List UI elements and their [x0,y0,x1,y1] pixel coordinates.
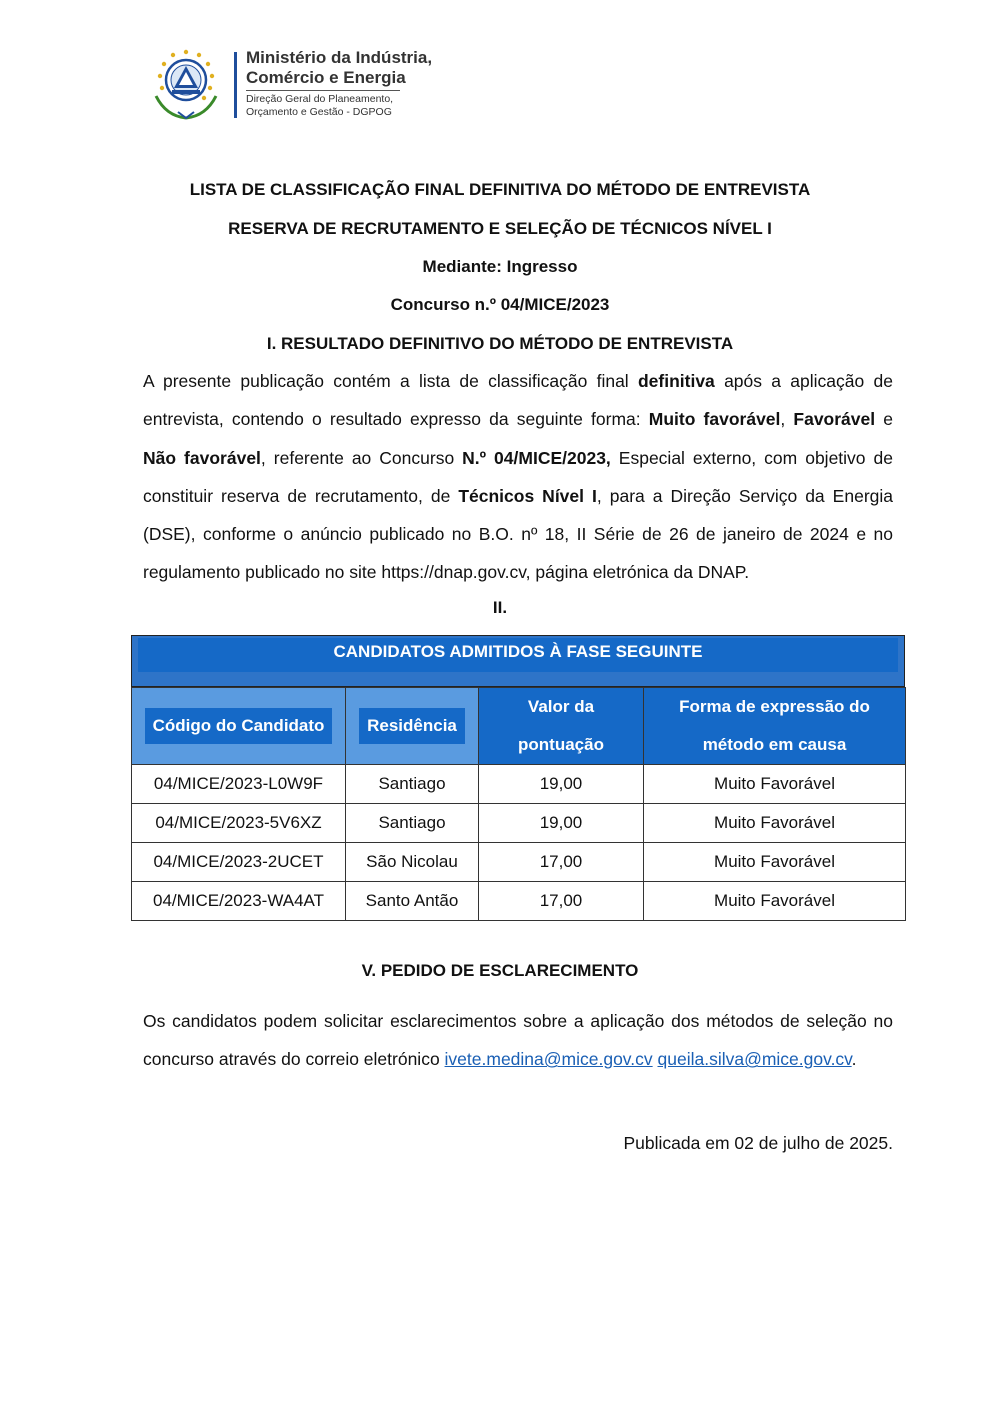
ministry-name: Ministério da Indústria, Comércio e Energia [246,48,433,87]
email-link-ivete[interactable]: ivete.medina@mice.gov.cv [444,1049,653,1070]
section-1-heading: I. RESULTADO DEFINITIVO DO MÉTODO DE ENTREVISTA [266,334,734,353]
header-rule [246,90,400,91]
cell-code: 04/MICE/2023-5V6XZ [132,804,346,843]
cell-code: 04/MICE/2023-WA4AT [132,882,346,921]
table-banner-title: CANDIDATOS ADMITIDOS À FASE SEGUINTE [138,638,898,672]
header-residence: Residência [346,688,479,765]
document-title: LISTA DE CLASSIFICAÇÃO FINAL DEFINITIVA DO MÉTODO DE ENTREVISTA [189,180,811,199]
table-row [132,765,906,804]
table-row [132,804,906,843]
cell-form: Muito Favorável [644,882,906,921]
cell-residence: Santo Antão [346,882,479,921]
cell-residence: Santiago [346,765,479,804]
clarification-paragraph: Os candidatos podem solicitar esclarecimentos sobre a aplicação dos métodos de seleção no concurso através do correio eletrónico ivete.medina@mice.gov.cv queila.silva@mice.gov.cv. [143,1011,893,1070]
coat-of-arms-icon [142,46,230,122]
admission-mode: Mediante: Ingresso [422,257,578,276]
cell-residence: São Nicolau [346,843,479,882]
cell-score: 17,00 [479,882,644,921]
cell-form: Muito Favorável [644,804,906,843]
document-subtitle: RESERVA DE RECRUTAMENTO E SELEÇÃO DE TÉCNICOS NÍVEL I [228,219,772,238]
cell-code: 04/MICE/2023-L0W9F [132,765,346,804]
cell-score: 19,00 [479,804,644,843]
intro-paragraph: A presente publicação contém a lista de classificação final definitiva após a aplicação de entrevista, contendo o resultado expresso da seguinte forma: Muito favorável, Favorável e Não favorável, referente ao Concurso N.º 04/MICE/2023, Especial externo, com objetivo de constituir reserva de recrutamento, de Técnicos Nível I, para a Direção Serviço da Energia (DSE), conforme o anúncio publicado no B.O. nº 18, II Série de 26 de janeiro de 2024 e no regulamento publicado no site https://dnap.gov.cv, página eletrónica da DNAP. [143,371,893,583]
header [142,46,542,126]
publication-date: Publicada em 02 de julho de 2025. [623,1133,893,1153]
section-2-heading: II. [492,598,508,617]
header-divider [234,52,237,118]
cell-residence: Santiago [346,804,479,843]
directorate-name: Direção Geral do Planeamento, Orçamento e Gestão - DGPOG [246,93,394,118]
cell-form: Muito Favorável [644,765,906,804]
header-form: Forma de expressão do método em causa [644,688,906,765]
header-score: Valor da pontuação [479,688,644,765]
section-5-heading: V. PEDIDO DE ESCLARECIMENTO [361,961,639,980]
email-link-queila[interactable]: queila.silva@mice.gov.cv [657,1049,852,1070]
table-row [132,843,906,882]
cell-score: 19,00 [479,765,644,804]
candidates-table [131,635,905,921]
contest-number: Concurso n.º 04/MICE/2023 [390,295,610,314]
cell-score: 17,00 [479,843,644,882]
cell-form: Muito Favorável [644,843,906,882]
cell-code: 04/MICE/2023-2UCET [132,843,346,882]
table-banner [131,635,905,687]
table-row [132,882,906,921]
header-code: Código do Candidato [132,688,346,765]
